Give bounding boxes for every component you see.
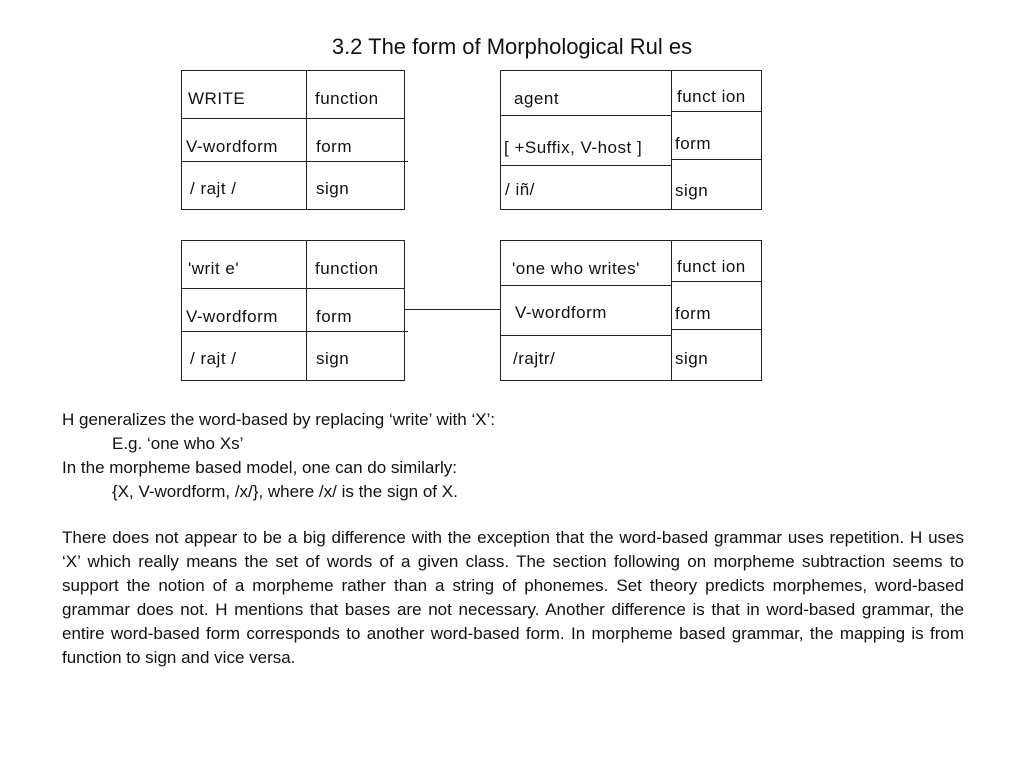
- row-divider: [671, 329, 761, 330]
- note-example: {X, V-wordform, /x/}, where /x/ is the sign of X.: [112, 482, 458, 501]
- diagram-box-agent: [500, 70, 762, 210]
- note-line: In the morpheme based model, one can do similarly:: [62, 458, 457, 477]
- wordform-label: V-wordform: [186, 307, 278, 326]
- sign-label: sign: [316, 179, 350, 198]
- row-divider: [501, 285, 671, 286]
- diagram-box-write-quoted: [181, 240, 405, 381]
- row-divider: [671, 281, 761, 282]
- note-example: E.g. ‘one who Xs’: [112, 434, 244, 453]
- row-divider: [671, 111, 761, 112]
- diagram-box-write: [181, 70, 405, 210]
- wordform-label: [ +Suffix, V-host ]: [504, 138, 643, 157]
- body-paragraph: There does not appear to be a big difference with the exception that the word-based grammar uses repetition. H uses ‘X’ which really means the set of words of a given class. The section following on morpheme subtraction seems to support the notion of a morpheme rather than a string of phonemes. Set theory predicts morphemes, word-based grammar does not. H mentions that bases are not necessary. Another difference is that in word-based grammar, the entire word-based form corresponds to another word-based form. In morpheme based grammar, the mapping is from function to sign and vice versa.: [62, 528, 964, 667]
- sign-label: sign: [316, 349, 350, 368]
- row-divider: [182, 288, 404, 289]
- box-label: 'one who writes': [512, 259, 640, 278]
- box-label: 'writ e': [188, 259, 240, 278]
- box-label: WRITE: [188, 89, 246, 108]
- connector-line: [405, 309, 500, 310]
- row-divider: [501, 335, 671, 336]
- sign-value: / rajt /: [190, 349, 237, 368]
- function-label: function: [315, 259, 379, 278]
- column-divider: [306, 241, 307, 380]
- sign-value: /rajtr/: [513, 349, 556, 368]
- sign-value: / rajt /: [190, 179, 237, 198]
- row-divider: [182, 331, 408, 332]
- function-label: function: [315, 89, 379, 108]
- column-divider: [671, 241, 672, 380]
- note-line: H generalizes the word-based by replacing ‘write’ with ‘X’:: [62, 410, 496, 429]
- column-divider: [671, 71, 672, 209]
- page-title: 3.2 The form of Morphological Rul es: [331, 34, 693, 59]
- wordform-label: V-wordform: [515, 303, 607, 322]
- wordform-label: V-wordform: [186, 137, 278, 156]
- column-divider: [306, 71, 307, 209]
- notes-block: [62, 408, 964, 504]
- function-label: funct ion: [677, 87, 746, 106]
- row-divider: [501, 165, 671, 166]
- row-divider: [501, 115, 671, 116]
- form-label: form: [675, 134, 711, 153]
- sign-label: sign: [675, 349, 709, 368]
- sign-label: sign: [675, 181, 709, 200]
- form-label: form: [316, 137, 352, 156]
- function-label: funct ion: [677, 257, 746, 276]
- form-label: form: [675, 304, 711, 323]
- diagram-box-one-who-writes: [500, 240, 762, 381]
- row-divider: [182, 118, 404, 119]
- sign-value: / iñ/: [505, 180, 535, 199]
- box-label: agent: [514, 89, 560, 108]
- row-divider: [182, 161, 408, 162]
- form-label: form: [316, 307, 352, 326]
- row-divider: [671, 159, 761, 160]
